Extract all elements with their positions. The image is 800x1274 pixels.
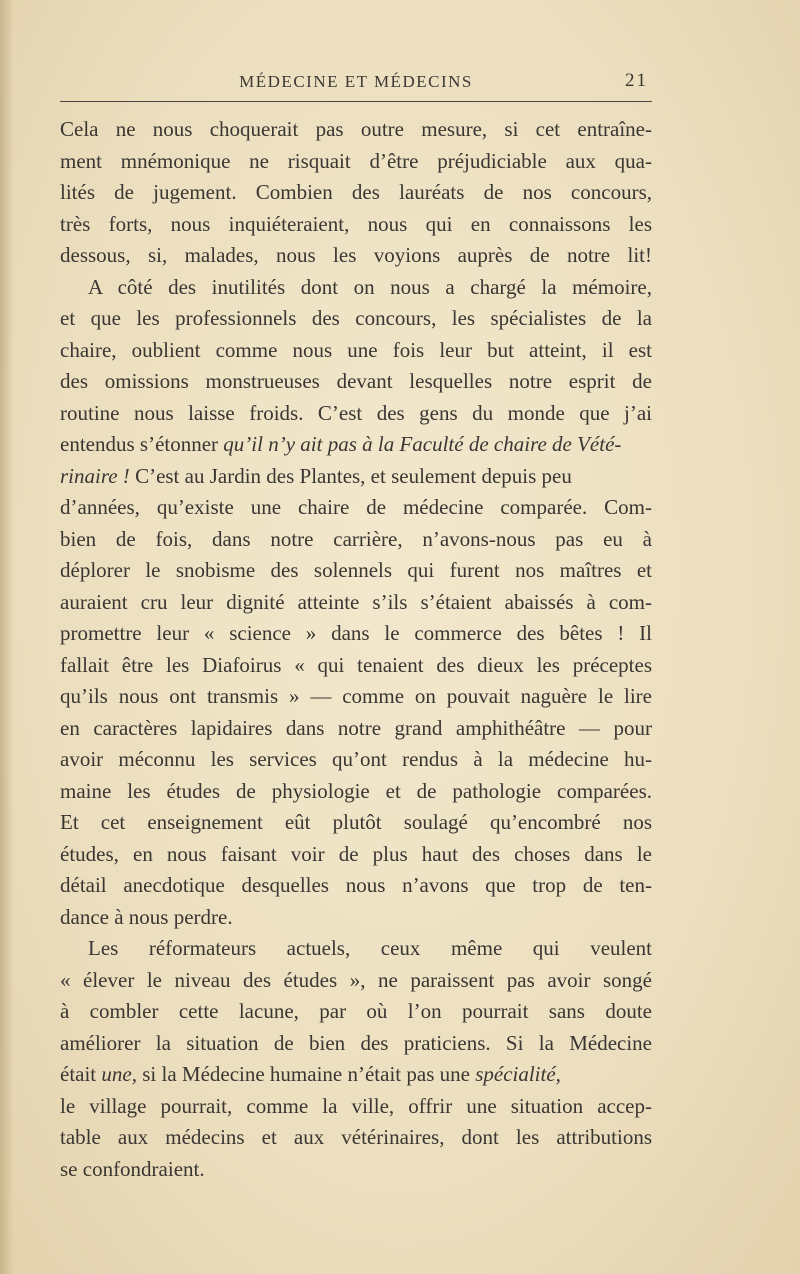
text-line: avoir méconnu les services qu’ont rendus à la médecine hu- (60, 747, 652, 771)
text-line (60, 429, 652, 461)
text-line: et que les professionnels des concours, les spécialistes de la (60, 306, 652, 330)
text-line: promettre leur « science » dans le commerce des bêtes ! Il (60, 621, 652, 645)
text-line: bien de fois, dans notre carrière, n’avons-nous pas eu à (60, 526, 652, 551)
text-line: qu’ils nous ont transmis » — comme on pouvait naguère le lire (60, 684, 652, 708)
text-line: Et cet enseignement eût plutôt soulagé qu’encombré nos (60, 810, 652, 834)
text-line: en caractères lapidaires dans notre grand amphithéâtre — pour (60, 715, 652, 740)
text-line: chaire, oublient comme nous une fois leur but atteint, il est (60, 337, 652, 362)
text-run: si la Médecine humaine n’était pas une (136, 1062, 476, 1086)
text-line: améliorer la situation de bien des praticiens. Si la Médecine (60, 1030, 652, 1055)
text-line: dance à nous perdre. (60, 904, 233, 929)
text-line: fallait être les Diafoirus « qui tenaient des dieux les préceptes (60, 652, 652, 677)
text-line: très forts, nous inquiéteraient, nous qui en connaissons les (60, 211, 652, 236)
text-line: routine nous laisse froids. C’est des gens du monde que j’ai (60, 400, 652, 425)
text-line: études, en nous faisant voir de plus haut des choses dans le (60, 841, 652, 866)
text-line (60, 1059, 652, 1091)
text-line: dessous, si, malades, nous les voyions auprès de notre lit! (60, 243, 652, 267)
text-line: d’années, qu’existe une chaire de médecine comparée. Com- (60, 495, 652, 519)
text-line: « élever le niveau des études », ne paraissent pas avoir songé (60, 967, 652, 992)
text-line: lités de jugement. Combien des lauréats de nos concours, (60, 180, 652, 204)
italic-run: spécialité, (475, 1062, 561, 1086)
text-line: le village pourrait, comme la ville, offrir une situation accep- (60, 1093, 652, 1118)
text-line: des omissions monstrueuses devant lesquelles notre esprit de (60, 369, 652, 393)
italic-run: rinaire ! (60, 463, 130, 488)
text-line: se confondraient. (60, 1156, 205, 1181)
page-number: 21 (625, 70, 648, 91)
text-line: Cela ne nous choquerait pas outre mesure, si cet entraîne- (60, 117, 652, 141)
text-line: auraient cru leur dignité atteinte s’ils s’étaient abaissés à com- (60, 589, 652, 614)
italic-run: une, (101, 1062, 137, 1086)
text-line: à combler cette lacune, par où l’on pourrait sans doute (60, 999, 652, 1023)
text-line: déplorer le snobisme des solennels qui furent nos maîtres et (60, 558, 652, 582)
text-run: C’est au Jardin des Plantes, et seulement depuis peu (129, 463, 572, 488)
text-line: ment mnémonique ne risquait d’être préjudiciable aux qua- (60, 148, 652, 173)
italic-run: qu’il n’y ait pas à la Faculté de chaire de Vété- (223, 432, 622, 456)
page-header (60, 72, 652, 98)
running-title: MÉDECINE ET MÉDECINS (239, 72, 473, 91)
text-line: A côté des inutilités dont on nous a chargé la mémoire, (88, 274, 652, 299)
text-line: détail anecdotique desquelles nous n’avons que trop de ten- (60, 873, 652, 897)
text-line: maine les études de physiologie et de pathologie comparées. (60, 778, 652, 803)
text-line (60, 461, 652, 493)
text-line: Les réformateurs actuels, ceux même qui veulent (88, 936, 652, 960)
text-run: était (60, 1062, 102, 1086)
page-edge-shadow (0, 0, 14, 1274)
text-run: entendus s’étonner (60, 432, 224, 456)
header-rule (60, 101, 652, 102)
text-line: table aux médecins et aux vétérinaires, dont les attributions (60, 1125, 652, 1149)
body-text (60, 114, 652, 1185)
